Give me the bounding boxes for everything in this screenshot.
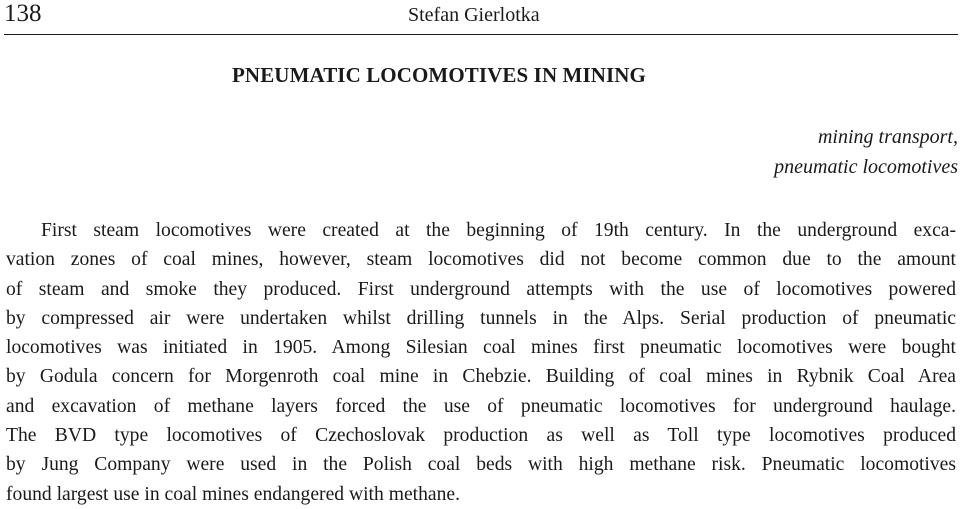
keyword-line: pneumatic locomotives [774, 156, 958, 178]
text-line: locomotives was initiated in 1905. Among Silesian coal mines first pneumatic locomotives were bought [6, 337, 956, 359]
keyword-line: mining transport, [817, 126, 958, 148]
page-number: 138 [4, 0, 42, 27]
abstract-paragraph [6, 216, 956, 509]
text-line: by Jung Company were used in the Polish coal beds with high methane risk. Pneumatic locomotives [6, 454, 956, 476]
running-header [4, 0, 958, 35]
running-author: Stefan Gierlotka [408, 4, 540, 26]
text-line: found largest use in coal mines endangered with methane. [6, 483, 460, 505]
text-line: and excavation of methane layers forced the use of pneumatic locomotives for underground haulage. [6, 395, 956, 417]
article-title: PNEUMATIC LOCOMOTIVES IN MINING [232, 63, 646, 87]
text-line: of steam and smoke they produced. First underground attempts with the use of locomotives powered [6, 278, 956, 300]
text-line: vation zones of coal mines, however, steam locomotives did not become common due to the amount [6, 249, 956, 271]
keywords [774, 122, 958, 182]
text-line: by compressed air were undertaken whilst drilling tunnels in the Alps. Serial production of pneumatic [6, 307, 956, 329]
text-line: by Godula concern for Morgenroth coal mine in Chebzie. Building of coal mines in Rybnik Coal Area [6, 366, 956, 388]
text-line: First steam locomotives were created at the beginning of 19th century. In the underground exca- [41, 220, 956, 241]
text-line: The BVD type locomotives of Czechoslovak production as well as Toll type locomotives produced [6, 425, 956, 447]
